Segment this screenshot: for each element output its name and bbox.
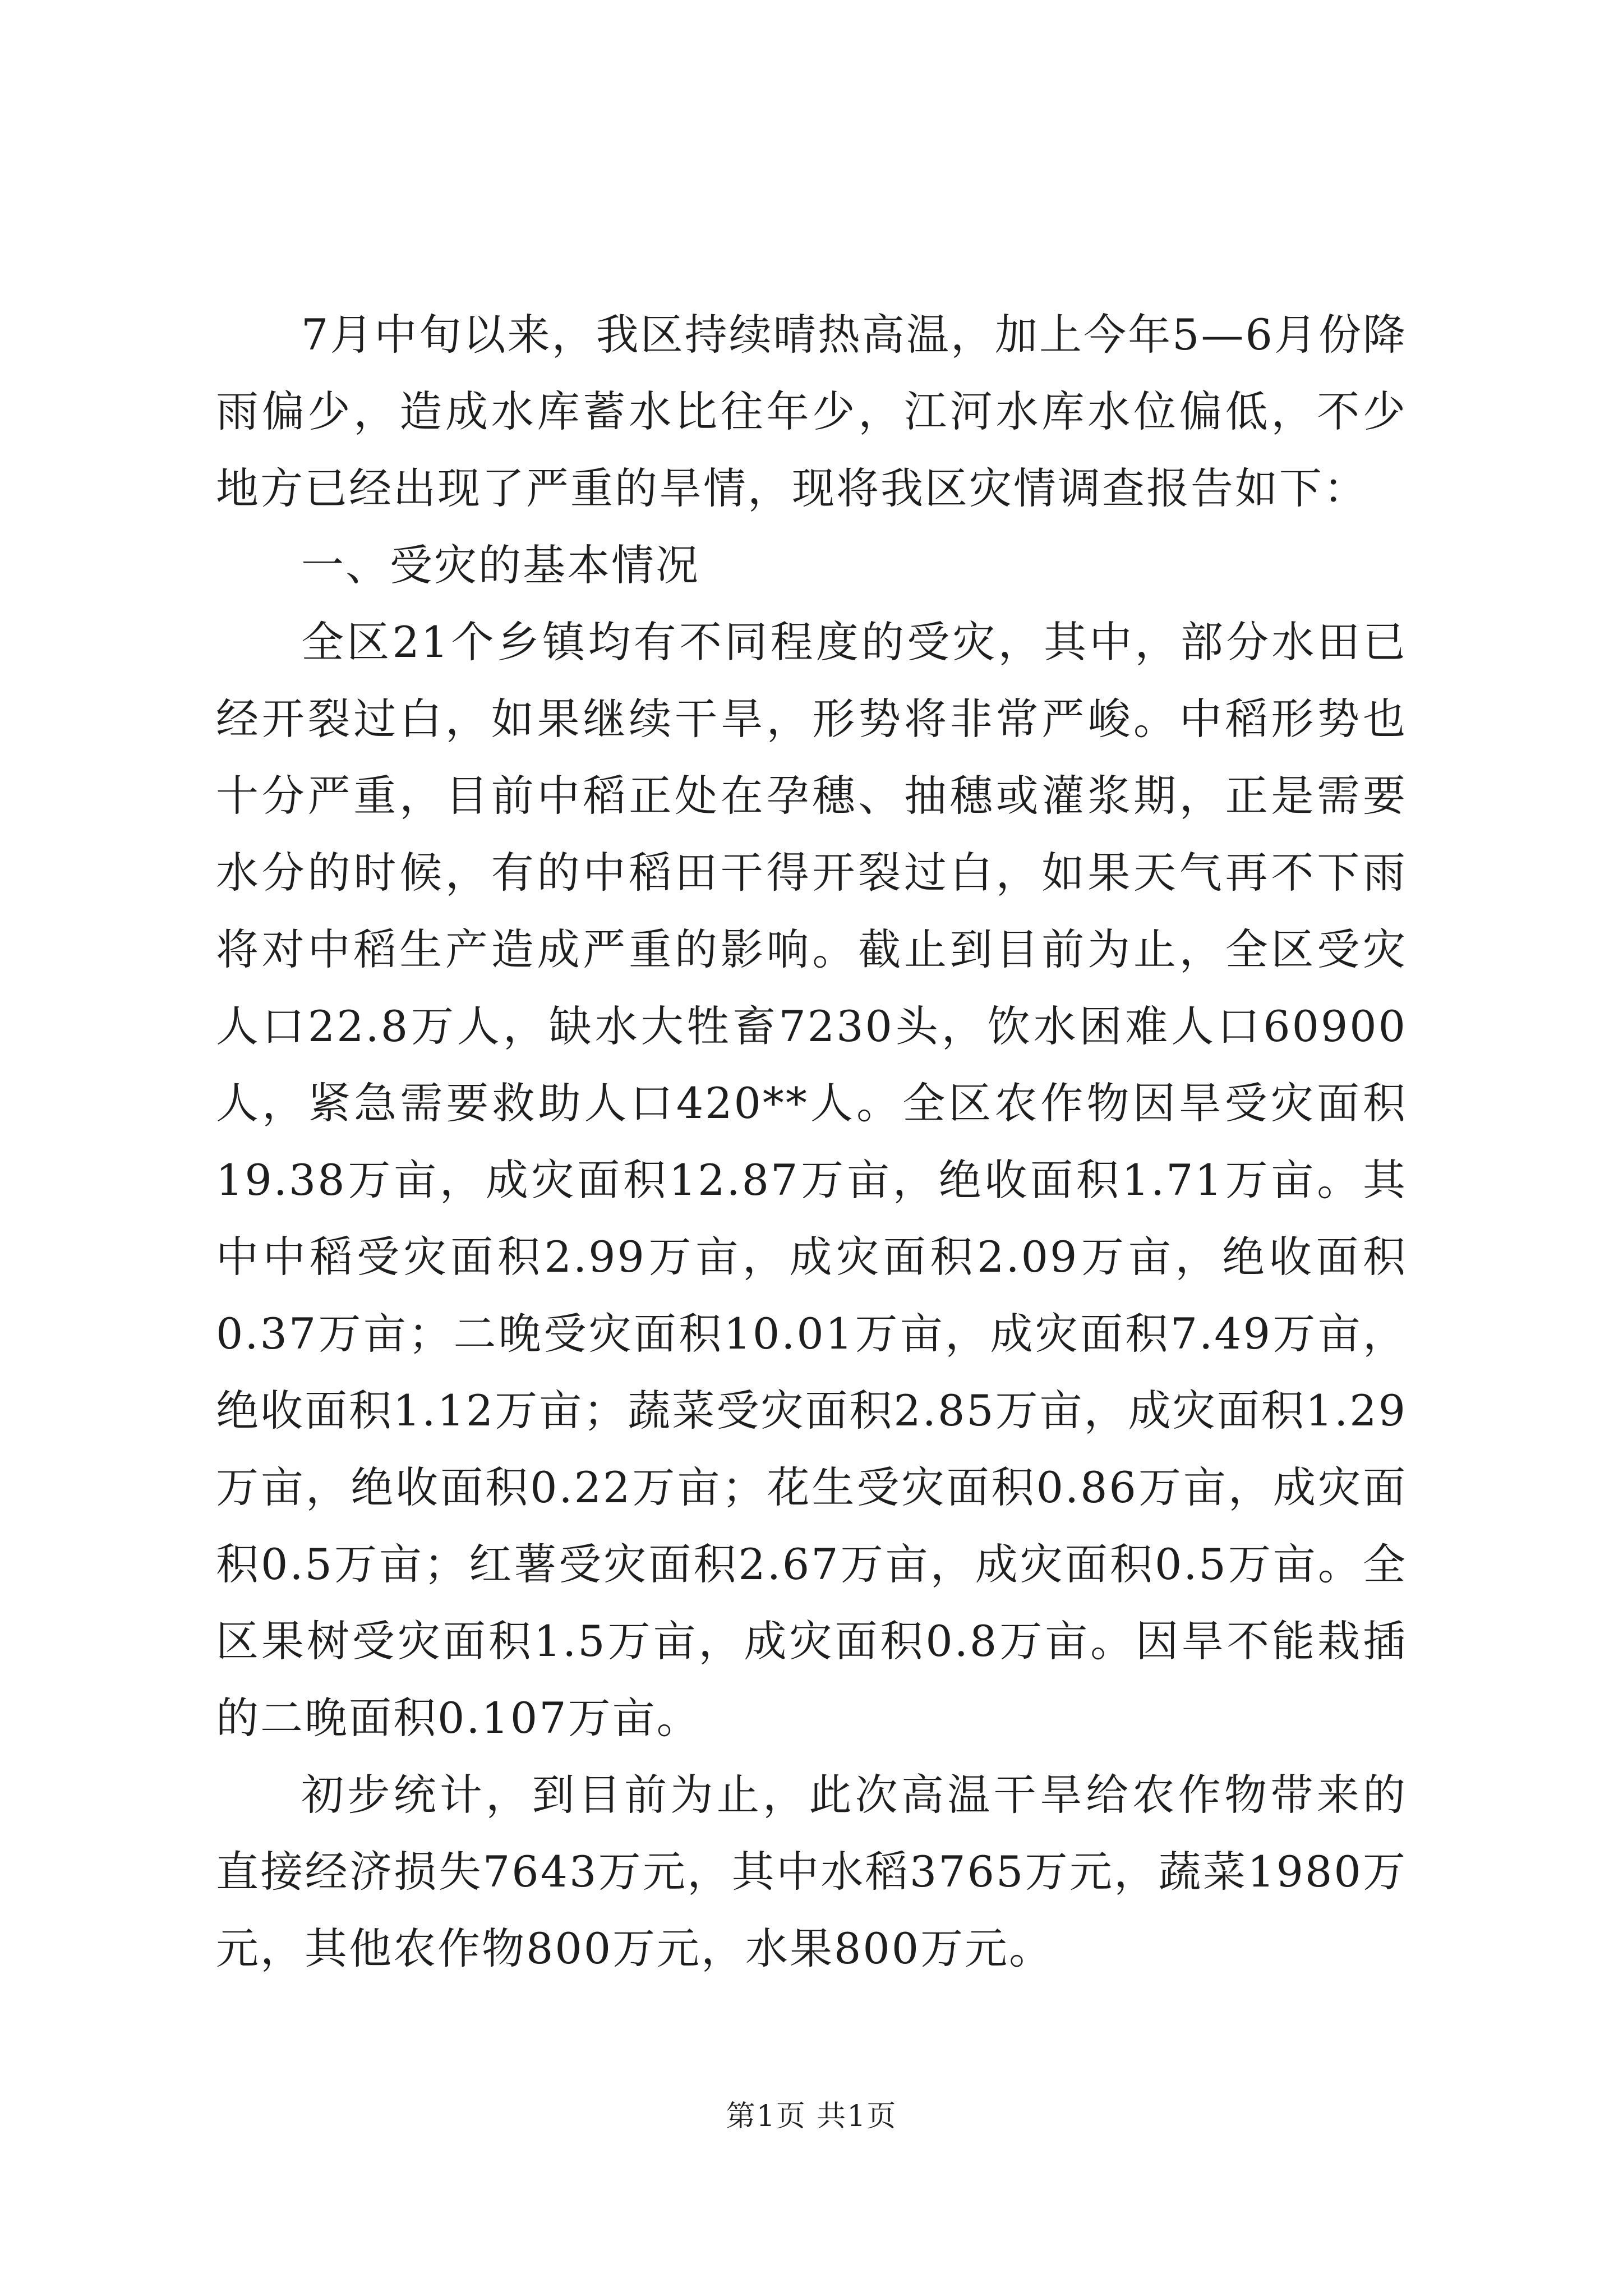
document-body <box>216 296 1407 1987</box>
intro-paragraph: 7月中旬以来，我区持续晴热高温，加上今年5—6月份降雨偏少，造成水库蓄水比往年少，江河水库水位偏低，不少地方已经出现了严重的旱情，现将我区灾情调查报告如下： <box>216 310 1407 513</box>
section-heading: 一、受灾的基本情况 <box>301 540 700 590</box>
economic-loss-paragraph: 初步统计，到目前为止，此次高温干旱给农作物带来的直接经济损失7643万元，其中水稻3765万元，蔬菜1980万元，其他农作物800万元，水果800万元。 <box>216 1770 1407 1973</box>
page-footer: 第1页 共1页 <box>726 2100 897 2133</box>
disaster-details-paragraph: 全区21个乡镇均有不同程度的受灾，其中，部分水田已经开裂过白，如果继续干旱，形势将非常严峻。中稻形势也十分严重，目前中稻正处在孕穗、抽穗或灌浆期，正是需要水分的时候，有的中稻田干得开裂过白，如果天气再不下雨将对中稻生产造成严重的影响。截止到目前为止，全区受灾人口22.8万人，缺水大牲畜7230头，饮水困难人口60900人，紧急需要救助人口420**人。全区农作物因旱受灾面积19.38万亩，成灾面积12.87万亩，绝收面积1.71万亩。其中中稻受灾面积2.99万亩，成灾面积2.09万亩，绝收面积0.37万亩；二晚受灾面积10.01万亩，成灾面积7.49万亩，绝收面积1.12万亩；蔬菜受灾面积2.85万亩，成灾面积1.29万亩，绝收面积0.22万亩；花生受灾面积0.86万亩，成灾面积0.5万亩；红薯受灾面积2.67万亩，成灾面积0.5万亩。全区果树受灾面积1.5万亩，成灾面积0.8万亩。因旱不能栽插的二晚面积0.107万亩。 <box>216 617 1407 1743</box>
